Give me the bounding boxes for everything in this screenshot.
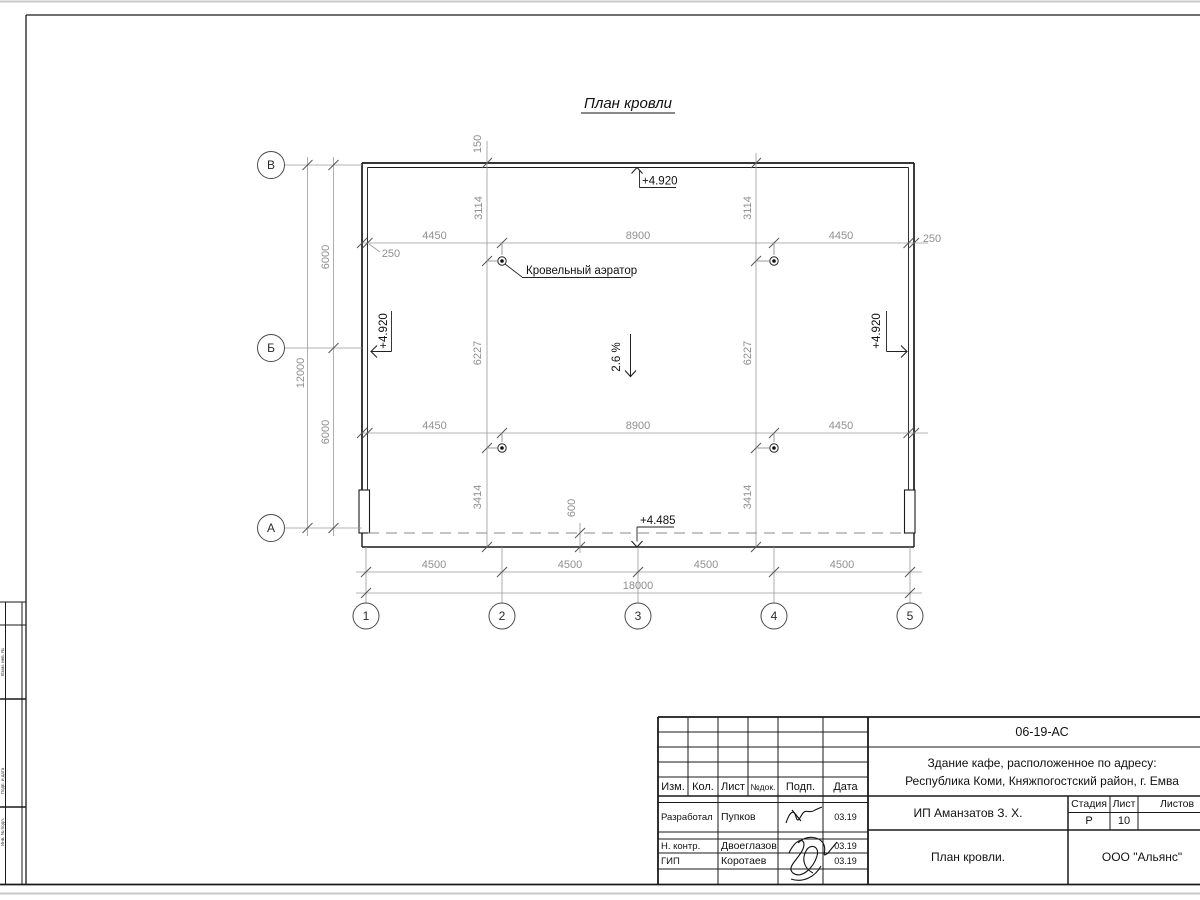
axis-col-label: 1 [362, 609, 370, 623]
client-name: ИП Аманзатов З. Х. [913, 806, 1023, 820]
doc-number: 06-19-АС [1015, 725, 1069, 739]
dim-value: 3414 [472, 484, 484, 510]
axis-row-label: В [266, 158, 276, 172]
dim-value: 6000 [320, 244, 332, 270]
dim-value: 6227 [472, 340, 484, 366]
axis-bubbles [258, 152, 924, 630]
dim-value: 600 [566, 498, 578, 518]
company-name: ООО "Альянс" [1101, 850, 1183, 864]
elevation-value: +4.920 [871, 313, 883, 349]
dim-value: 4450 [828, 420, 854, 432]
axis-labels [267, 158, 914, 623]
dim-value: 6227 [742, 340, 754, 366]
dim-value: 3414 [742, 484, 754, 510]
col-header-ndok: №док. [750, 781, 776, 792]
signer-name: Двоеглазов [721, 840, 777, 852]
sheet-number: 10 [1117, 815, 1131, 828]
signer-role: ГИП [661, 855, 680, 867]
col-header-kol: Кол. [692, 780, 714, 793]
elevation-mark-top [632, 168, 678, 188]
signer-name: Пупков [721, 811, 756, 823]
col-header-list: Лист [721, 780, 745, 793]
signer-role: Н. контр. [661, 840, 701, 852]
sheets-header: Листов [1159, 798, 1195, 811]
aerator-symbol [487, 243, 506, 265]
elevation-mark-left [371, 311, 392, 358]
axis-col-label: 4 [770, 609, 778, 623]
project-description [868, 747, 1200, 796]
signer-name: Коротаев [721, 855, 767, 867]
slope-label: 2.6 % [611, 342, 623, 372]
col-header-izm: Изм. [661, 780, 685, 793]
dim-value: 4500 [693, 559, 719, 571]
dim-value: 4500 [557, 559, 583, 571]
dimension-ticks [303, 158, 920, 598]
side-stamp-labels [0, 648, 5, 846]
sheet-header: Лист [1112, 798, 1136, 811]
side-stamp-label: Взам. инв. № [0, 648, 5, 676]
elevation-mark-right [871, 311, 907, 358]
sheet-title: План кровли [584, 95, 672, 112]
elevation-value: +4.485 [640, 515, 676, 527]
signature-developer [786, 807, 822, 823]
slope-mark [611, 334, 636, 377]
dim-value: 12000 [295, 357, 307, 389]
signer-date: 03.19 [834, 841, 857, 851]
dim-value: 4450 [828, 230, 854, 242]
dim-value: 4450 [422, 230, 447, 242]
elevation-mark-parapet [632, 515, 676, 547]
stage-header: Стадия [1071, 798, 1107, 811]
dim-value: 8900 [625, 420, 651, 432]
project-line-1: Здание кафе, расположенное по адресу: [927, 755, 1157, 770]
col-header-podp: Подп. [785, 780, 816, 793]
dim-value: 3114 [742, 196, 754, 220]
side-stamp-label: Инв. № подл. [0, 817, 5, 847]
elevation-value: +4.920 [378, 313, 390, 349]
axis-row-label: Б [267, 341, 275, 355]
dim-value: 250 [922, 233, 942, 245]
side-stamp-label: Подп. и дата [0, 767, 5, 795]
aerator-label: Кровельный аэратор [526, 265, 638, 277]
dim-value: 4500 [829, 559, 855, 571]
dim-value: 4450 [422, 420, 447, 432]
dimension-texts-horizontal [382, 230, 941, 592]
aerator-callout [505, 264, 637, 278]
dim-value: 8900 [625, 230, 651, 242]
aerator-symbol [487, 433, 506, 452]
col-header-data: Дата [833, 780, 858, 793]
dim-value: 18000 [622, 580, 654, 592]
elevation-value: +4.920 [642, 175, 678, 188]
wall-end-cap-left [359, 490, 370, 533]
axis-row-label: А [266, 521, 276, 535]
signer-date: 03.19 [834, 812, 857, 822]
roof-outline [359, 163, 915, 547]
dim-value: 6000 [320, 419, 332, 445]
dim-value: 3114 [473, 196, 485, 220]
aerator-symbol [756, 433, 778, 452]
aerator-symbol [756, 243, 778, 265]
axis-col-label: 5 [906, 609, 914, 623]
dim-value: 4500 [421, 559, 447, 571]
dimension-texts-vertical [295, 135, 754, 517]
axis-col-label: 2 [498, 609, 506, 623]
drawing-name: План кровли. [931, 850, 1005, 864]
stage-value: Р [1085, 815, 1093, 828]
dim-value: 150 [472, 134, 484, 154]
axis-col-label: 3 [634, 609, 642, 623]
project-line-2: Республика Коми, Княжпогостский район, г. Емва [905, 773, 1179, 788]
signer-date: 03.19 [834, 856, 857, 866]
wall-end-cap-right [905, 490, 916, 533]
signer-role: Разработал [661, 811, 713, 823]
dim-value: 250 [381, 248, 401, 260]
